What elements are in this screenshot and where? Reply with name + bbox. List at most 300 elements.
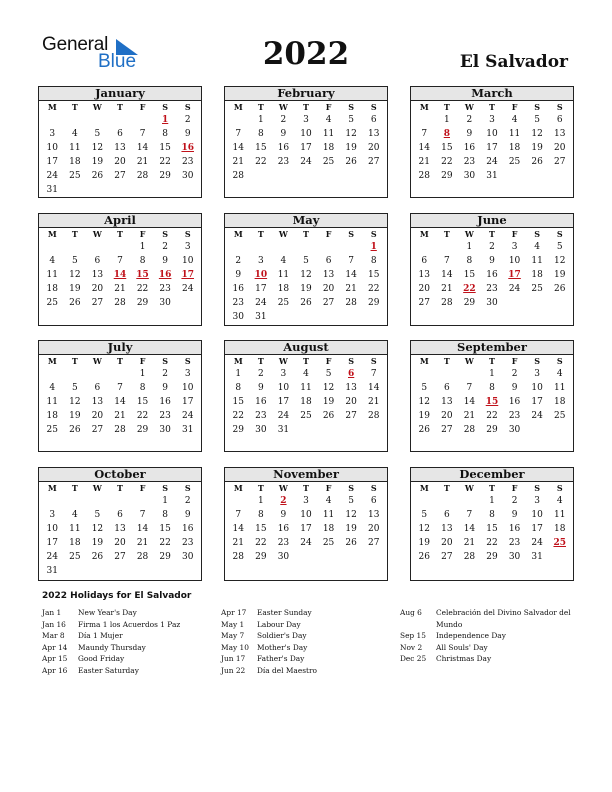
weekday-label: W bbox=[278, 483, 288, 493]
day-cell: 6 bbox=[117, 510, 123, 520]
day-cell: 16 bbox=[463, 143, 476, 153]
day-cell: 18 bbox=[531, 270, 543, 280]
holiday-name: New Year's Day bbox=[78, 608, 137, 617]
day-cell: 18 bbox=[69, 538, 81, 548]
weekday-label: F bbox=[139, 483, 146, 493]
day-cell: 30 bbox=[277, 552, 290, 562]
country-name: El Salvador bbox=[459, 52, 568, 72]
weekday-label: F bbox=[511, 483, 518, 493]
day-cell: 28 bbox=[463, 552, 476, 562]
empty-day-cell bbox=[295, 240, 318, 254]
day-cell: 5 bbox=[71, 383, 78, 393]
weekday-label: S bbox=[348, 229, 355, 239]
month-day-grid bbox=[411, 101, 573, 183]
day-cell: 27 bbox=[114, 171, 126, 181]
empty-day-cell bbox=[413, 240, 436, 254]
empty-day-cell bbox=[458, 494, 481, 508]
holiday-name: Easter Sunday bbox=[257, 608, 312, 617]
day-cell: 9 bbox=[466, 129, 473, 139]
day-cell: 13 bbox=[553, 129, 566, 139]
holiday-row bbox=[42, 665, 212, 677]
day-cell: 14 bbox=[441, 270, 453, 280]
holiday-name: Father's Day bbox=[257, 654, 305, 663]
day-cell: 22 bbox=[441, 157, 453, 167]
day-cell: 24 bbox=[181, 411, 194, 421]
weekday-label: T bbox=[71, 102, 78, 112]
weekday-label: T bbox=[443, 483, 450, 493]
day-cell: 4 bbox=[556, 496, 563, 506]
day-cell: 18 bbox=[553, 524, 566, 534]
day-cell: 27 bbox=[345, 411, 357, 421]
holiday-name: Mother's Day bbox=[257, 642, 308, 652]
day-cell: 3 bbox=[280, 369, 287, 379]
month-day-grid bbox=[411, 482, 573, 564]
day-cell: 22 bbox=[136, 284, 149, 294]
empty-day-cell bbox=[109, 240, 132, 254]
day-cell: 27 bbox=[114, 552, 126, 562]
day-cell: 26 bbox=[345, 538, 357, 548]
day-cell: 5 bbox=[325, 369, 332, 379]
weekday-label: T bbox=[443, 356, 450, 366]
day-cell: 2 bbox=[184, 496, 191, 506]
day-cell: 30 bbox=[232, 312, 244, 322]
day-cell: 9 bbox=[511, 510, 518, 520]
day-cell: 23 bbox=[159, 284, 171, 294]
day-cell: 8 bbox=[489, 383, 495, 393]
weekday-label: M bbox=[233, 102, 243, 112]
day-cell: 22 bbox=[232, 411, 244, 421]
day-cell: 4 bbox=[511, 115, 518, 125]
day-cell: 17 bbox=[181, 397, 194, 407]
day-cell: 10 bbox=[46, 524, 58, 534]
holiday-date: Mar 8 bbox=[42, 631, 65, 640]
day-cell: 18 bbox=[508, 143, 521, 153]
day-cell: 7 bbox=[235, 129, 242, 139]
day-cell: 11 bbox=[322, 510, 335, 520]
weekday-label: T bbox=[117, 229, 123, 239]
day-cell: 5 bbox=[348, 496, 354, 506]
day-cell: 13 bbox=[345, 383, 357, 393]
weekday-label: W bbox=[92, 483, 102, 493]
holiday-day-cell: 22 bbox=[463, 284, 476, 294]
weekday-label: S bbox=[370, 356, 377, 366]
day-cell: 10 bbox=[181, 256, 194, 266]
holiday-row bbox=[400, 607, 575, 630]
day-cell: 19 bbox=[345, 524, 357, 534]
weekday-label: T bbox=[71, 229, 78, 239]
day-cell: 22 bbox=[486, 411, 498, 421]
empty-day-cell bbox=[413, 494, 436, 508]
day-cell: 6 bbox=[421, 256, 428, 266]
day-cell: 16 bbox=[232, 284, 244, 294]
holiday-day-cell: 2 bbox=[280, 496, 287, 506]
empty-day-cell bbox=[436, 240, 459, 254]
holiday-name: Christmas Day bbox=[436, 654, 492, 663]
day-cell: 17 bbox=[255, 284, 267, 294]
empty-day-cell bbox=[340, 240, 363, 254]
day-cell: 4 bbox=[280, 256, 287, 266]
day-cell: 12 bbox=[69, 397, 81, 407]
holiday-date: Jun 22 bbox=[221, 665, 246, 675]
day-cell: 11 bbox=[508, 129, 521, 139]
holidays-column bbox=[400, 607, 575, 665]
day-cell: 8 bbox=[466, 256, 473, 266]
day-cell: 9 bbox=[162, 383, 168, 393]
day-cell: 24 bbox=[300, 538, 312, 548]
day-cell: 12 bbox=[300, 270, 312, 280]
day-cell: 26 bbox=[69, 425, 81, 435]
month-march bbox=[410, 86, 574, 198]
day-cell: 6 bbox=[94, 383, 101, 393]
month-day-grid bbox=[39, 355, 201, 437]
day-cell: 27 bbox=[441, 425, 453, 435]
holiday-day-cell: 6 bbox=[348, 369, 355, 379]
weekday-label: T bbox=[303, 356, 309, 366]
day-cell: 18 bbox=[69, 157, 81, 167]
day-cell: 30 bbox=[463, 171, 476, 181]
month-name: November bbox=[225, 468, 387, 482]
day-cell: 29 bbox=[232, 425, 244, 435]
day-cell: 13 bbox=[114, 143, 126, 153]
day-cell: 26 bbox=[69, 298, 81, 308]
weekday-label: M bbox=[419, 483, 429, 493]
empty-day-cell bbox=[436, 367, 459, 381]
day-cell: 1 bbox=[443, 115, 450, 125]
holiday-name: Soldier's Day bbox=[257, 631, 307, 640]
day-cell: 8 bbox=[139, 256, 146, 266]
day-cell: 24 bbox=[181, 284, 194, 294]
day-cell: 5 bbox=[303, 256, 309, 266]
month-name: June bbox=[411, 214, 573, 228]
day-cell: 13 bbox=[367, 510, 380, 520]
holiday-day-cell: 16 bbox=[158, 270, 172, 280]
day-cell: 21 bbox=[418, 157, 430, 167]
month-june bbox=[410, 213, 574, 326]
weekday-label: T bbox=[71, 483, 78, 493]
day-cell: 23 bbox=[277, 157, 290, 167]
day-cell: 28 bbox=[232, 552, 244, 562]
day-cell: 17 bbox=[531, 524, 543, 534]
day-cell: 13 bbox=[91, 270, 104, 280]
day-cell: 16 bbox=[181, 524, 194, 534]
day-cell: 12 bbox=[322, 383, 335, 393]
holiday-row bbox=[42, 619, 212, 631]
day-cell: 8 bbox=[370, 256, 377, 266]
day-cell: 2 bbox=[280, 115, 287, 125]
empty-day-cell bbox=[64, 494, 87, 508]
day-cell: 3 bbox=[534, 369, 540, 379]
day-cell: 10 bbox=[508, 256, 521, 266]
holiday-date: Jan 1 bbox=[42, 608, 62, 617]
holiday-row bbox=[221, 653, 391, 665]
weekday-label: S bbox=[556, 356, 563, 366]
day-cell: 14 bbox=[232, 524, 244, 534]
day-cell: 23 bbox=[277, 538, 290, 548]
day-cell: 20 bbox=[114, 157, 126, 167]
month-april bbox=[38, 213, 202, 326]
day-cell: 31 bbox=[46, 566, 58, 576]
day-cell: 30 bbox=[255, 425, 267, 435]
holiday-name: Firma 1 los Acuerdos 1 Paz bbox=[78, 619, 181, 629]
month-name: October bbox=[39, 468, 201, 482]
day-cell: 22 bbox=[486, 538, 498, 548]
day-cell: 6 bbox=[443, 510, 450, 520]
month-august bbox=[224, 340, 388, 452]
day-cell: 3 bbox=[511, 242, 518, 252]
weekday-label: F bbox=[511, 102, 518, 112]
day-cell: 8 bbox=[489, 510, 495, 520]
day-cell: 1 bbox=[489, 369, 495, 379]
weekday-label: S bbox=[534, 229, 541, 239]
month-name: July bbox=[39, 341, 201, 355]
holiday-name: Good Friday bbox=[78, 654, 125, 663]
day-cell: 2 bbox=[466, 115, 473, 125]
day-cell: 16 bbox=[159, 397, 171, 407]
month-day-grid bbox=[39, 482, 201, 578]
day-cell: 20 bbox=[367, 143, 380, 153]
holiday-day-cell: 1 bbox=[162, 115, 169, 125]
day-cell: 28 bbox=[136, 552, 149, 562]
day-cell: 2 bbox=[257, 369, 264, 379]
day-cell: 17 bbox=[300, 524, 312, 534]
day-cell: 11 bbox=[46, 397, 58, 407]
empty-day-cell bbox=[131, 113, 154, 127]
day-cell: 27 bbox=[418, 298, 430, 308]
day-cell: 23 bbox=[232, 298, 244, 308]
day-cell: 11 bbox=[69, 143, 81, 153]
day-cell: 31 bbox=[531, 552, 543, 562]
holiday-row bbox=[221, 607, 391, 619]
day-cell: 4 bbox=[303, 369, 309, 379]
day-cell: 23 bbox=[508, 538, 521, 548]
weekday-label: T bbox=[257, 229, 264, 239]
year-title: 2022 bbox=[262, 36, 350, 72]
day-cell: 23 bbox=[508, 411, 521, 421]
day-cell: 15 bbox=[232, 397, 244, 407]
empty-day-cell bbox=[109, 113, 132, 127]
holiday-date: Sep 15 bbox=[400, 631, 426, 640]
day-cell: 3 bbox=[49, 510, 56, 520]
day-cell: 10 bbox=[181, 383, 194, 393]
day-cell: 10 bbox=[277, 383, 290, 393]
day-cell: 4 bbox=[49, 256, 56, 266]
day-cell: 14 bbox=[418, 143, 430, 153]
day-cell: 26 bbox=[418, 425, 430, 435]
day-cell: 15 bbox=[367, 270, 380, 280]
weekday-label: T bbox=[257, 356, 264, 366]
month-january bbox=[38, 86, 202, 198]
day-cell: 26 bbox=[300, 298, 312, 308]
day-cell: 11 bbox=[531, 256, 543, 266]
day-cell: 18 bbox=[46, 411, 58, 421]
day-cell: 3 bbox=[489, 115, 495, 125]
day-cell: 12 bbox=[91, 143, 104, 153]
month-day-grid bbox=[225, 355, 387, 437]
day-cell: 26 bbox=[322, 411, 335, 421]
day-cell: 9 bbox=[235, 270, 242, 280]
day-cell: 19 bbox=[418, 538, 430, 548]
month-october bbox=[38, 467, 202, 581]
day-cell: 31 bbox=[181, 425, 194, 435]
day-cell: 31 bbox=[486, 171, 498, 181]
day-cell: 16 bbox=[508, 524, 521, 534]
day-cell: 19 bbox=[418, 411, 430, 421]
holiday-row bbox=[221, 665, 391, 677]
empty-day-cell bbox=[86, 494, 109, 508]
day-cell: 24 bbox=[508, 284, 521, 294]
day-cell: 23 bbox=[159, 411, 171, 421]
day-cell: 1 bbox=[489, 496, 495, 506]
day-cell: 18 bbox=[553, 397, 566, 407]
day-cell: 15 bbox=[255, 524, 267, 534]
day-cell: 4 bbox=[325, 496, 332, 506]
weekday-label: T bbox=[117, 483, 123, 493]
weekday-label: W bbox=[464, 102, 474, 112]
weekday-label: S bbox=[534, 356, 541, 366]
holiday-date: Nov 2 bbox=[400, 642, 423, 652]
day-cell: 8 bbox=[139, 383, 146, 393]
day-cell: 9 bbox=[280, 129, 287, 139]
day-cell: 19 bbox=[322, 397, 335, 407]
day-cell: 12 bbox=[418, 524, 430, 534]
day-cell: 28 bbox=[463, 425, 476, 435]
day-cell: 19 bbox=[69, 411, 81, 421]
day-cell: 2 bbox=[184, 115, 191, 125]
day-cell: 5 bbox=[534, 115, 540, 125]
day-cell: 5 bbox=[94, 129, 101, 139]
day-cell: 11 bbox=[300, 383, 312, 393]
holiday-date: Apr 16 bbox=[42, 665, 68, 675]
weekday-label: S bbox=[534, 102, 541, 112]
day-cell: 14 bbox=[367, 383, 380, 393]
day-cell: 4 bbox=[534, 242, 540, 252]
day-cell: 5 bbox=[94, 510, 101, 520]
day-cell: 11 bbox=[69, 524, 81, 534]
weekday-label: S bbox=[556, 229, 563, 239]
day-cell: 14 bbox=[232, 143, 244, 153]
weekday-label: T bbox=[443, 102, 450, 112]
day-cell: 20 bbox=[441, 411, 453, 421]
holiday-row bbox=[221, 642, 391, 654]
day-cell: 26 bbox=[91, 552, 104, 562]
month-november bbox=[224, 467, 388, 581]
empty-day-cell bbox=[250, 240, 273, 254]
day-cell: 22 bbox=[255, 157, 267, 167]
day-cell: 14 bbox=[114, 397, 126, 407]
day-cell: 8 bbox=[257, 129, 264, 139]
day-cell: 28 bbox=[441, 298, 453, 308]
holiday-date: May 10 bbox=[221, 642, 249, 652]
day-cell: 27 bbox=[367, 157, 380, 167]
month-february bbox=[224, 86, 388, 198]
day-cell: 21 bbox=[136, 538, 149, 548]
holiday-day-cell: 25 bbox=[553, 538, 566, 548]
day-cell: 25 bbox=[69, 552, 81, 562]
holiday-name: All Souls' Day bbox=[436, 642, 488, 652]
empty-day-cell bbox=[64, 113, 87, 127]
day-cell: 7 bbox=[370, 369, 377, 379]
empty-day-cell bbox=[413, 367, 436, 381]
day-cell: 1 bbox=[257, 496, 264, 506]
empty-day-cell bbox=[109, 494, 132, 508]
day-cell: 30 bbox=[159, 425, 171, 435]
holidays-title: 2022 Holidays for El Salvador bbox=[42, 591, 192, 601]
day-cell: 22 bbox=[367, 284, 380, 294]
day-cell: 23 bbox=[255, 411, 267, 421]
weekday-label: S bbox=[370, 102, 377, 112]
day-cell: 23 bbox=[181, 157, 194, 167]
weekday-label: T bbox=[489, 356, 495, 366]
day-cell: 19 bbox=[300, 284, 312, 294]
day-cell: 23 bbox=[463, 157, 476, 167]
day-cell: 17 bbox=[531, 397, 543, 407]
day-cell: 29 bbox=[441, 171, 453, 181]
day-cell: 21 bbox=[232, 538, 244, 548]
day-cell: 18 bbox=[46, 284, 58, 294]
day-cell: 2 bbox=[162, 242, 168, 252]
day-cell: 13 bbox=[418, 270, 430, 280]
weekday-label: M bbox=[233, 229, 243, 239]
empty-day-cell bbox=[413, 113, 436, 127]
weekday-label: M bbox=[233, 356, 243, 366]
weekday-label: S bbox=[184, 102, 191, 112]
weekday-label: T bbox=[117, 102, 123, 112]
weekday-label: S bbox=[162, 356, 169, 366]
day-cell: 5 bbox=[556, 242, 563, 252]
day-cell: 29 bbox=[486, 552, 498, 562]
weekday-label: F bbox=[325, 356, 332, 366]
weekday-label: S bbox=[556, 102, 563, 112]
holiday-date: Jan 16 bbox=[42, 619, 66, 629]
day-cell: 20 bbox=[91, 284, 104, 294]
empty-day-cell bbox=[64, 240, 87, 254]
empty-day-cell bbox=[41, 494, 64, 508]
day-cell: 31 bbox=[277, 425, 290, 435]
day-cell: 23 bbox=[486, 284, 498, 294]
day-cell: 30 bbox=[181, 171, 194, 181]
day-cell: 14 bbox=[463, 524, 476, 534]
month-name: September bbox=[411, 341, 573, 355]
day-cell: 9 bbox=[184, 129, 191, 139]
weekday-label: M bbox=[47, 356, 57, 366]
holiday-date: May 1 bbox=[221, 619, 245, 629]
day-cell: 25 bbox=[531, 284, 543, 294]
day-cell: 20 bbox=[418, 284, 430, 294]
day-cell: 17 bbox=[486, 143, 498, 153]
day-cell: 26 bbox=[553, 284, 566, 294]
day-cell: 10 bbox=[531, 510, 543, 520]
day-cell: 10 bbox=[300, 129, 312, 139]
weekday-label: W bbox=[464, 229, 474, 239]
day-cell: 13 bbox=[91, 397, 104, 407]
holiday-date: Apr 17 bbox=[221, 608, 247, 617]
weekday-label: W bbox=[92, 102, 102, 112]
day-cell: 24 bbox=[277, 411, 290, 421]
day-cell: 17 bbox=[277, 397, 290, 407]
day-cell: 30 bbox=[486, 298, 498, 308]
weekday-label: M bbox=[419, 102, 429, 112]
day-cell: 19 bbox=[91, 157, 104, 167]
holiday-name: Día del Maestro bbox=[257, 665, 317, 675]
day-cell: 6 bbox=[117, 129, 123, 139]
month-day-grid bbox=[411, 228, 573, 310]
day-cell: 22 bbox=[159, 157, 171, 167]
day-cell: 3 bbox=[49, 129, 56, 139]
month-december bbox=[410, 467, 574, 581]
weekday-label: S bbox=[162, 102, 169, 112]
weekday-label: S bbox=[184, 229, 191, 239]
day-cell: 6 bbox=[556, 115, 563, 125]
